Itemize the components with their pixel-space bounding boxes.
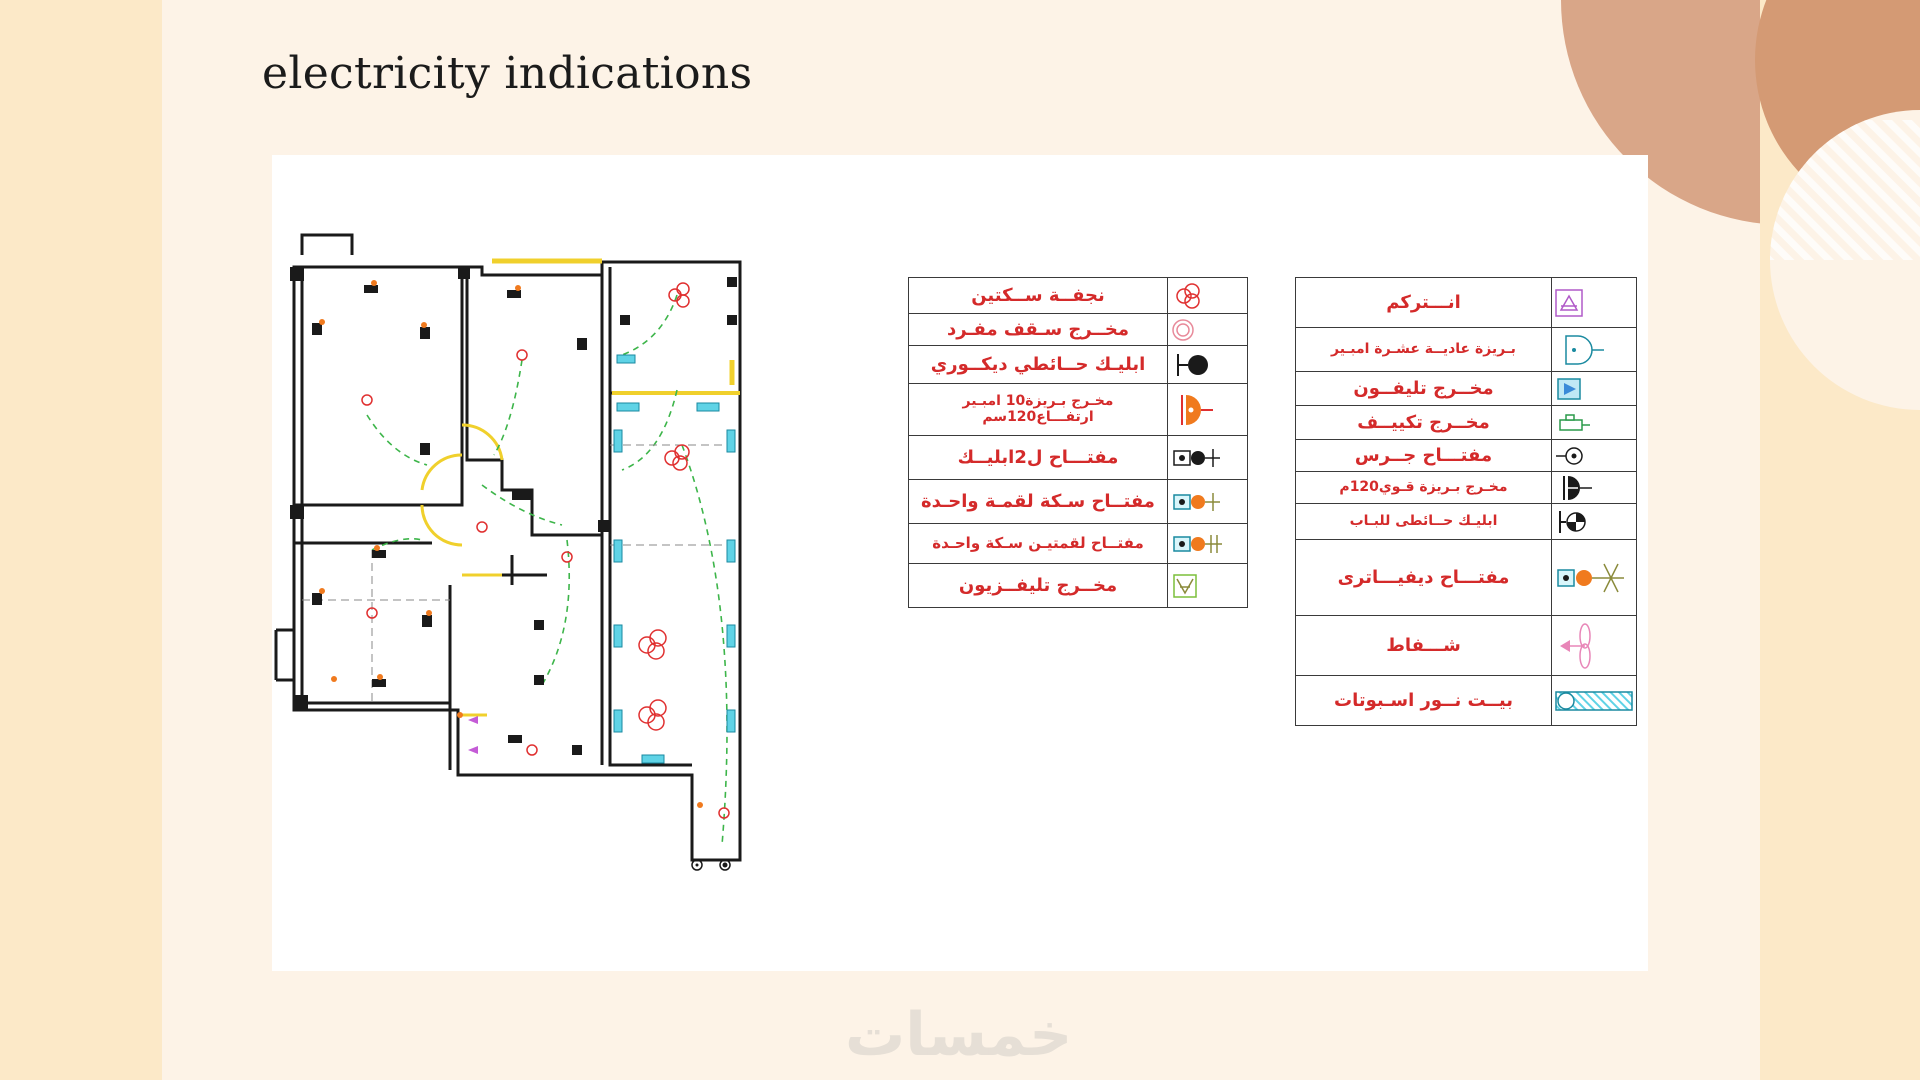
socket-10a-icon	[1168, 384, 1248, 436]
legend-row	[909, 384, 1248, 436]
legend-table-left	[908, 277, 1248, 608]
legend-label: نجفــة ســكتين	[909, 278, 1168, 314]
drawing-panel	[272, 155, 1648, 971]
legend-label: ابليـك حــائطي ديكــوري	[909, 346, 1168, 384]
legend-label: بيــت نــور اسـبوتات	[1296, 676, 1552, 726]
legend-label: مفتـــاح ديفيـــاترى	[1296, 540, 1552, 616]
door-sconce-icon	[1552, 504, 1637, 540]
exhaust-fan-icon	[1552, 616, 1637, 676]
legend-label-line: مخـرج بـريزة10 امبـير	[962, 393, 1114, 410]
slide-title: electricity indications	[262, 48, 753, 99]
legend-row	[909, 564, 1248, 608]
regular-socket-icon	[1552, 328, 1637, 372]
legend-label: مخـرج بـريزة قـوي120م	[1296, 472, 1552, 504]
phone-outlet-icon	[1552, 372, 1637, 406]
legend-label: مخــرج تكييــف	[1296, 406, 1552, 440]
legend-row	[1296, 540, 1637, 616]
legend-row	[909, 346, 1248, 384]
legend-row	[909, 278, 1248, 314]
spotlight-housing-icon	[1552, 676, 1637, 726]
legend-label: بـريزة عاديــة عشـرة امبـير	[1296, 328, 1552, 372]
ceiling-outlet-icon	[1168, 314, 1248, 346]
one-way-switch-icon	[1168, 480, 1248, 524]
legend-label: شـــفاط	[1296, 616, 1552, 676]
two-gang-switch-icon	[1168, 524, 1248, 564]
legend-label: مخــرج سـقف مفـرد	[909, 314, 1168, 346]
bell-switch-icon	[1552, 440, 1637, 472]
power-socket-icon	[1552, 472, 1637, 504]
legend-label: مفتـــاح ل2ابليــك	[909, 436, 1168, 480]
legend-row	[909, 436, 1248, 480]
legend-row	[1296, 472, 1637, 504]
floor-plan	[272, 155, 892, 875]
legend-row	[1296, 676, 1637, 726]
legend-label: ابليـك حــائطى للبـاب	[1296, 504, 1552, 540]
right-margin-strip	[1760, 0, 1920, 1080]
ac-outlet-icon	[1552, 406, 1637, 440]
legend-label-line: ارتفـــاع120سم	[982, 408, 1094, 425]
legend-label	[909, 384, 1168, 436]
legend-label: انـــتركم	[1296, 278, 1552, 328]
wall-outline	[294, 262, 740, 860]
legend-label: مخــرج تليفــزيون	[909, 564, 1168, 608]
legend-label: مفتــاح لقمتيـن سـكة واحـدة	[909, 524, 1168, 564]
wall-inner	[302, 275, 450, 770]
watermark-logo: خمسات	[845, 1000, 1073, 1070]
legend-row	[1296, 440, 1637, 472]
legend-table-right	[1295, 277, 1637, 726]
diverter-switch-icon	[1552, 540, 1637, 616]
legend-label: مفتــاح سـكة لقمـة واحـدة	[909, 480, 1168, 524]
legend-row	[1296, 278, 1637, 328]
legend-row	[1296, 406, 1637, 440]
tv-outlet-icon	[1168, 564, 1248, 608]
wall-sconce-icon	[1168, 346, 1248, 384]
legend-label: مفتـــاح جــرس	[1296, 440, 1552, 472]
switch-2-sconce-icon	[1168, 436, 1248, 480]
legend-row	[1296, 504, 1637, 540]
legend-row	[909, 524, 1248, 564]
legend-row	[909, 314, 1248, 346]
legend-row	[1296, 328, 1637, 372]
legend-row	[909, 480, 1248, 524]
legend-row	[1296, 616, 1637, 676]
chandelier-icon	[1168, 278, 1248, 314]
legend-row	[1296, 372, 1637, 406]
legend-label: مخــرج تليفــون	[1296, 372, 1552, 406]
intercom-icon	[1552, 278, 1637, 328]
